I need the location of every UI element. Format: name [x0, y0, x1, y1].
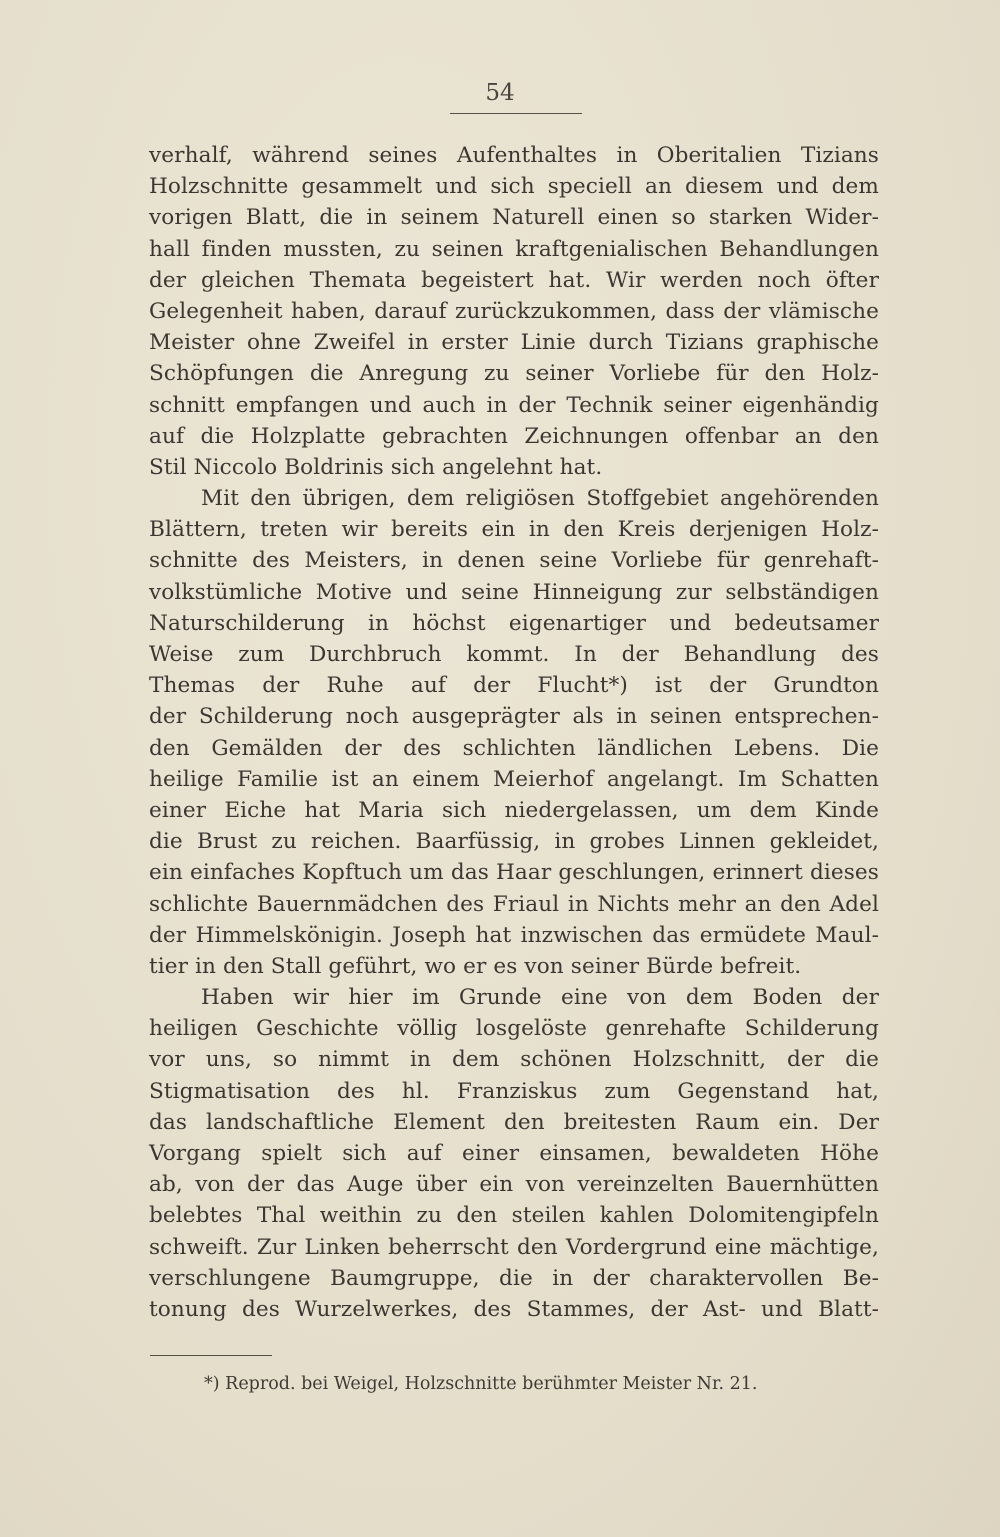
- text-line: auf die Holzplatte gebrachten Zeichnungen offenbar an den: [149, 423, 879, 449]
- text-line: Haben wir hier im Grunde eine von dem Boden der: [201, 985, 879, 1011]
- text-line: das landschaftliche Element den breitesten Raum ein. Der: [149, 1109, 879, 1135]
- text-line: verhalf, während seines Aufenthaltes in Oberitalien Tizians: [149, 143, 879, 168]
- text-line: Themas der Ruhe auf der Flucht*) ist der Grundton: [149, 673, 879, 699]
- body-text: [149, 140, 879, 1325]
- text-line: der Himmelskönigin. Joseph hat inzwischen das ermüdete Maul-: [149, 922, 879, 948]
- text-line: Vorgang spielt sich auf einer einsamen, bewaldeten Höhe: [149, 1141, 879, 1166]
- text-line: ein einfaches Kopftuch um das Haar geschlungen, erinnert dieses: [149, 860, 879, 886]
- text-line: den Gemälden der des schlichten ländlichen Lebens. Die: [149, 735, 879, 761]
- text-line: Naturschilderung in höchst eigenartiger und bedeutsamer: [149, 610, 879, 636]
- text-line: Gelegenheit haben, darauf zurückzukommen, dass der vlämische: [149, 298, 879, 324]
- text-line: Meister ohne Zweifel in erster Linie durch Tizians graphische: [149, 330, 879, 356]
- page-number-rule: [450, 113, 582, 114]
- text-line: belebtes Thal weithin zu den steilen kahlen Dolomitengipfeln: [149, 1203, 879, 1229]
- text-line: der Schilderung noch ausgeprägter als in seinen entsprechen-: [149, 704, 879, 730]
- text-line: die Brust zu reichen. Baarfüssig, in grobes Linnen gekleidet,: [149, 829, 879, 855]
- text-line: Blättern, treten wir bereits ein in den Kreis derjenigen Holz-: [149, 517, 879, 543]
- text-line: Schöpfungen die Anregung zu seiner Vorliebe für den Holz-: [149, 361, 879, 387]
- text-line: Stigmatisation des hl. Franziskus zum Gegenstand hat,: [149, 1078, 879, 1104]
- text-line: Weise zum Durchbruch kommt. In der Behandlung des: [149, 642, 879, 667]
- text-line: heilige Familie ist an einem Meierhof angelangt. Im Schatten: [149, 766, 879, 792]
- text-line: hall finden mussten, zu seinen kraftgenialischen Behandlungen: [149, 236, 879, 262]
- text-line: ab, von der das Auge über ein von vereinzelten Bauernhütten: [149, 1172, 879, 1198]
- text-line: Holzschnitte gesammelt und sich speciell an diesem und dem: [149, 174, 879, 200]
- text-line: schnitt empfangen und auch in der Technik seiner eigenhändig: [149, 392, 879, 418]
- text-line: heiligen Geschichte völlig losgelöste genrehafte Schilderung: [149, 1016, 879, 1042]
- text-line: Mit den übrigen, dem religiösen Stoffgebiet angehörenden: [201, 486, 879, 512]
- text-line: Stil Niccolo Boldrinis sich angelehnt hat.: [149, 454, 603, 480]
- text-line: tier in den Stall geführt, wo er es von seiner Bürde befreit.: [149, 953, 802, 979]
- text-line: schlichte Bauernmädchen des Friaul in Nichts mehr an den Adel: [149, 891, 879, 917]
- text-line: einer Eiche hat Maria sich niedergelassen, um dem Kinde: [149, 797, 879, 823]
- text-line: schnitte des Meisters, in denen seine Vorliebe für genrehaft-: [149, 548, 879, 574]
- text-line: vor uns, so nimmt in dem schönen Holzschnitt, der die: [149, 1047, 879, 1073]
- page-number: 54: [485, 80, 515, 106]
- text-line: tonung des Wurzelwerkes, des Stammes, der Ast- und Blatt-: [149, 1296, 879, 1322]
- footnote-rule: [150, 1355, 272, 1356]
- text-line: volkstümliche Motive und seine Hinneigung zur selbständigen: [149, 579, 879, 605]
- footnote: *) Reprod. bei Weigel, Holzschnitte berühmter Meister Nr. 21.: [204, 1374, 758, 1394]
- text-line: verschlungene Baumgruppe, die in der charaktervollen Be-: [149, 1265, 879, 1291]
- text-line: schweift. Zur Linken beherrscht den Vordergrund eine mächtige,: [149, 1234, 879, 1260]
- text-line: der gleichen Themata begeistert hat. Wir werden noch öfter: [149, 267, 879, 293]
- text-line: vorigen Blatt, die in seinem Naturell einen so starken Wider-: [149, 205, 879, 231]
